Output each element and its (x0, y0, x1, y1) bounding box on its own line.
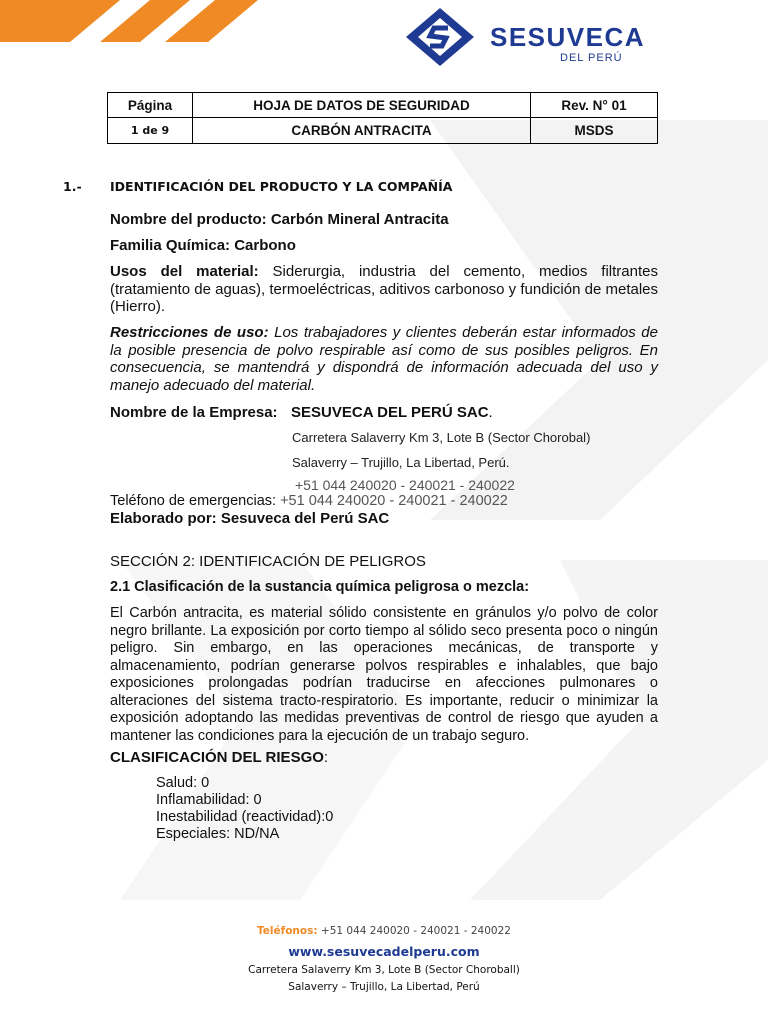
doc-type-cell: MSDS (531, 118, 658, 144)
logo-subtitle: DEL PERÚ (560, 52, 623, 64)
chemical-family: Familia Química: Carbono (110, 237, 296, 254)
material-uses (110, 263, 658, 316)
risk-item-instability: Inestabilidad (reactividad):0 (156, 809, 334, 825)
hexagon-s-logo-icon (402, 6, 478, 68)
restrictions-label: Restricciones de uso: (110, 324, 269, 341)
uses-label: Usos del material: (110, 263, 259, 280)
section-title: IDENTIFICACIÓN DEL PRODUCTO Y LA COMPAÑÍA (110, 179, 453, 194)
risk-heading-colon: : (323, 749, 329, 766)
emergency-label: Teléfono de emergencias: (110, 493, 277, 509)
footer-address-line-1: Carretera Salaverry Km 3, Lote B (Sector Choroball) (248, 964, 520, 976)
product-cell: CARBÓN ANTRACITA (193, 118, 531, 144)
company-name: SESUVECA DEL PERÚ SAC (291, 404, 489, 421)
footer-phones-line (0, 925, 768, 937)
document-title-cell: HOJA DE DATOS DE SEGURIDAD (193, 93, 531, 118)
footer-address-line-2: Salaverry – Trujillo, La Libertad, Perú (288, 981, 480, 993)
footer-phones: +51 044 240020 - 240021 - 240022 (317, 925, 511, 937)
product-name: Nombre del producto: Carbón Mineral Antracita (110, 211, 449, 228)
use-restrictions (110, 324, 658, 394)
risk-classification-heading (110, 749, 328, 766)
footer-website-link[interactable]: www.sesuvecadelperu.com (288, 944, 480, 959)
company-name-dot: . (488, 404, 493, 421)
uses-text: Siderurgia, industria del cemento, medios filtrantes (tratamiento de aguas), termoeléctricas, aditivos carbonoso y fundición de metales (Hierro). (110, 263, 658, 315)
company-address-line-1: Carretera Salaverry Km 3, Lote B (Sector Chorobal) (292, 430, 591, 445)
risk-heading-text: CLASIFICACIÓN DEL RIESGO (110, 749, 324, 766)
company-logo (402, 6, 702, 68)
header-row (108, 93, 658, 118)
header-row (108, 118, 658, 144)
risk-item-health: Salud: 0 (156, 775, 210, 791)
document-header-table (107, 92, 658, 144)
section2-title: SECCIÓN 2: IDENTIFICACIÓN DE PELIGROS (110, 553, 426, 570)
company-label: Nombre de la Empresa: (110, 404, 278, 421)
company-phones: +51 044 240020 - 240021 - 240022 (295, 477, 515, 493)
section2-subtitle: 2.1 Clasificación de la sustancia química peligrosa o mezcla: (110, 579, 530, 595)
prepared-by: Elaborado por: Sesuveca del Perú SAC (110, 510, 390, 527)
emergency-phones: +51 044 240020 - 240021 - 240022 (276, 493, 508, 509)
risk-item-flammability: Inflamabilidad: 0 (156, 792, 262, 808)
section2-body: El Carbón antracita, es material sólido consistente en gránulos y/o polvo de color negro brillante. La exposición por corto tiempo al sólido seco presenta poco o ningún peligro. Sin embargo, en las operaciones mecánicas, de transporte y almacenamiento, podrían generarse polvos respirables e inhalables, que bajo exposiciones prolongadas podrían traducirse en afecciones pulmonares o alteraciones del sistema tracto-respiratorio. Es importante, reducir o minimizar la exposición adoptando las medidas preventivas de control de riesgo que ayuden a mantener las condiciones para la ejecución de un trabajo seguro. (110, 605, 658, 744)
restrictions-text: Los trabajadores y clientes deberán estar informados de la posible presencia de polvo respirable así como de sus posibles peligros. En consecuencia, se mantendrá y dispondrá de información adecuada del uso y manejo adecuado del material. (110, 324, 658, 394)
section-number: 1.- (63, 179, 82, 194)
footer-phones-label: Teléfonos: (257, 925, 318, 937)
risk-item-special: Especiales: ND/NA (156, 826, 280, 842)
page-label-cell: Página (108, 93, 193, 118)
company-address-line-2: Salaverry – Trujillo, La Libertad, Perú. (292, 455, 510, 470)
page-number-cell: 1 de 9 (108, 118, 193, 144)
emergency-phone-line (110, 493, 508, 509)
revision-cell: Rev. N° 01 (531, 93, 658, 118)
logo-wordmark: SESUVECA (490, 22, 646, 52)
company-name-line (291, 404, 493, 421)
orange-stripe (0, 0, 120, 42)
